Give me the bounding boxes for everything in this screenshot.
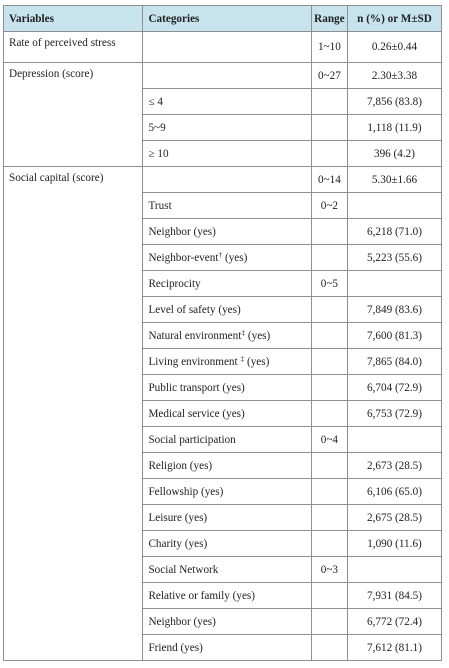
range-cell [311, 349, 347, 375]
range-cell [311, 115, 347, 141]
range-cell [311, 323, 347, 349]
value-cell: 6,753 (72.9) [347, 401, 441, 427]
footnote-marker: ‡ [240, 353, 245, 363]
value-cell: 1,118 (11.9) [347, 115, 441, 141]
value-cell: 1,090 (11.6) [347, 531, 441, 557]
value-cell: 6,106 (65.0) [347, 479, 441, 505]
value-cell: 7,600 (81.3) [347, 323, 441, 349]
category-label: Fellowship (yes) [148, 485, 224, 498]
category-cell [143, 349, 311, 375]
range-cell: 0~4 [311, 427, 347, 453]
value-cell: 7,856 (83.8) [347, 89, 441, 115]
category-label: Neighbor-event [148, 251, 219, 264]
category-cell [143, 323, 311, 349]
range-cell: 1~10 [311, 32, 347, 63]
value-cell: 0.26±0.44 [347, 32, 441, 63]
category-label: Neighbor (yes) [148, 615, 216, 628]
value-cell: 396 (4.2) [347, 141, 441, 167]
value-cell [347, 557, 441, 583]
range-cell: 0~5 [311, 271, 347, 297]
header-row [4, 6, 442, 32]
range-cell [311, 583, 347, 609]
category-cell [143, 32, 311, 63]
category-label: ≤ 4 [148, 95, 163, 108]
value-cell [347, 193, 441, 219]
category-label: Relative or family (yes) [148, 589, 256, 602]
range-cell [311, 245, 347, 271]
category-cell [143, 505, 311, 531]
category-cell [143, 141, 311, 167]
header-categories: Categories [143, 6, 311, 32]
variable-cell: Rate of perceived stress [4, 32, 143, 63]
category-cell [143, 453, 311, 479]
range-cell: 0~3 [311, 557, 347, 583]
category-label: Friend (yes) [148, 641, 203, 654]
category-cell [143, 271, 311, 297]
category-label: Reciprocity [148, 277, 201, 290]
range-cell [311, 141, 347, 167]
value-cell: 7,612 (81.1) [347, 635, 441, 661]
category-cell [143, 635, 311, 661]
value-cell [347, 271, 441, 297]
category-cell [143, 167, 311, 193]
category-label: Medical service (yes) [148, 407, 245, 420]
range-cell [311, 635, 347, 661]
range-cell [311, 219, 347, 245]
category-cell [143, 557, 311, 583]
category-label: Social Network [148, 563, 219, 576]
table-row [4, 32, 442, 63]
table-body [4, 32, 442, 661]
range-cell [311, 531, 347, 557]
value-cell: 6,218 (71.0) [347, 219, 441, 245]
category-label: Living environment [148, 355, 241, 368]
category-cell [143, 193, 311, 219]
category-label: 5~9 [148, 121, 166, 134]
category-suffix: (yes) [244, 355, 270, 368]
category-cell [143, 401, 311, 427]
category-label: Level of safety (yes) [148, 303, 241, 316]
category-label: Natural environment [148, 329, 242, 342]
value-cell: 7,865 (84.0) [347, 349, 441, 375]
category-cell [143, 583, 311, 609]
category-label: Leisure (yes) [148, 511, 208, 524]
range-cell: 0~2 [311, 193, 347, 219]
range-cell [311, 505, 347, 531]
category-label: Charity (yes) [148, 537, 208, 550]
category-label: Social participation [148, 433, 236, 446]
category-cell [143, 531, 311, 557]
range-cell [311, 479, 347, 505]
range-cell [311, 89, 347, 115]
category-label: Religion (yes) [148, 459, 213, 472]
data-table [3, 5, 442, 661]
range-cell [311, 453, 347, 479]
category-label: Neighbor (yes) [148, 225, 216, 238]
category-cell [143, 115, 311, 141]
category-cell [143, 609, 311, 635]
variable-cell: Depression (score) [4, 63, 143, 167]
value-cell: 2,673 (28.5) [347, 453, 441, 479]
range-cell [311, 609, 347, 635]
header-range: Range [311, 6, 347, 32]
category-cell [143, 427, 311, 453]
category-cell [143, 63, 311, 89]
category-cell [143, 479, 311, 505]
value-cell: 7,931 (84.5) [347, 583, 441, 609]
value-cell: 2,675 (28.5) [347, 505, 441, 531]
header-n-percent-or-mean-sd: n (%) or M±SD [347, 6, 441, 32]
category-cell [143, 89, 311, 115]
data-table-container [3, 5, 442, 661]
category-cell [143, 245, 311, 271]
table-row [4, 63, 442, 89]
category-label: ≥ 10 [148, 147, 169, 160]
category-label: Public transport (yes) [148, 381, 245, 394]
range-cell: 0~14 [311, 167, 347, 193]
table-header [4, 6, 442, 32]
category-cell [143, 297, 311, 323]
category-label: Trust [148, 199, 172, 212]
value-cell: 2.30±3.38 [347, 63, 441, 89]
category-suffix: (yes) [222, 251, 248, 264]
value-cell: 7,849 (83.6) [347, 297, 441, 323]
value-cell: 5.30±1.66 [347, 167, 441, 193]
value-cell [347, 427, 441, 453]
value-cell: 6,772 (72.4) [347, 609, 441, 635]
range-cell: 0~27 [311, 63, 347, 89]
table-row [4, 167, 442, 193]
footnote-marker: ‡ [241, 327, 246, 337]
variable-cell: Social capital (score) [4, 167, 143, 661]
range-cell [311, 375, 347, 401]
value-cell: 6,704 (72.9) [347, 375, 441, 401]
footnote-marker: † [218, 249, 223, 259]
range-cell [311, 297, 347, 323]
category-cell [143, 219, 311, 245]
category-suffix: (yes) [245, 329, 271, 342]
range-cell [311, 401, 347, 427]
header-variables: Variables [4, 6, 143, 32]
category-cell [143, 375, 311, 401]
value-cell: 5,223 (55.6) [347, 245, 441, 271]
